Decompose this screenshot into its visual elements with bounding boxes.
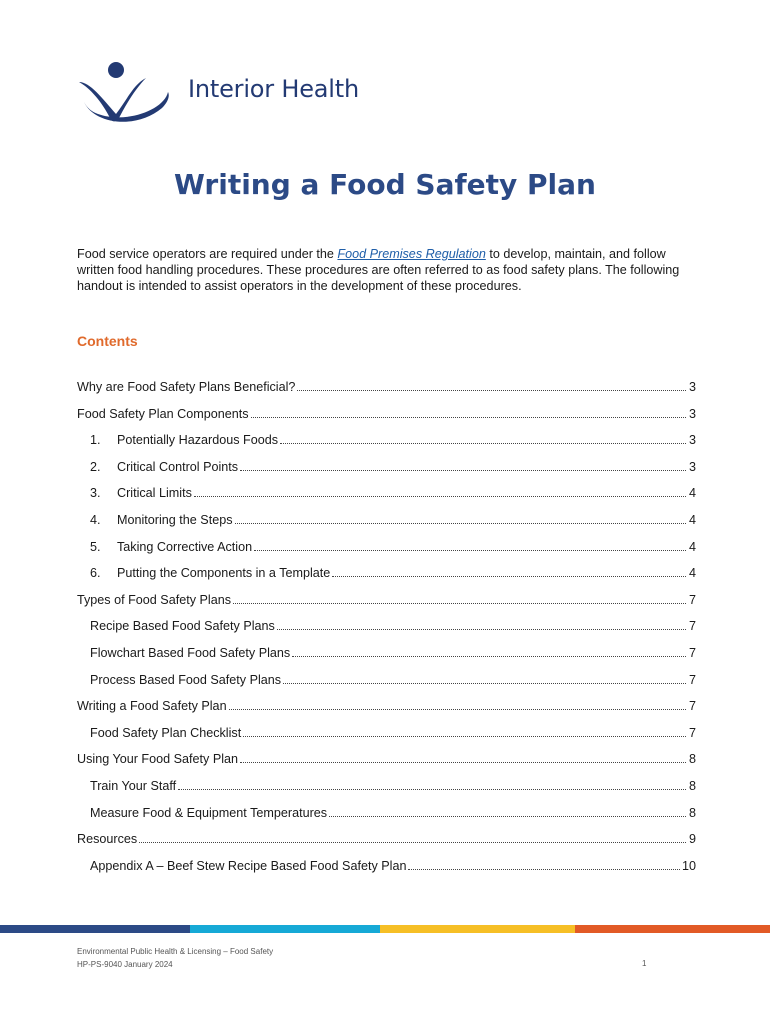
food-premises-regulation-link[interactable]: Food Premises Regulation bbox=[337, 247, 486, 261]
toc-entry-label: Why are Food Safety Plans Beneficial? bbox=[77, 380, 296, 394]
toc-entry[interactable] bbox=[77, 832, 696, 859]
toc-dot-leader bbox=[194, 487, 686, 497]
toc-entry-page: 8 bbox=[688, 805, 696, 820]
toc-entry[interactable] bbox=[77, 699, 696, 726]
toc-entry-number: 3. bbox=[90, 486, 101, 501]
footer-bar-segment bbox=[380, 925, 575, 933]
toc-entry-label: Process Based Food Safety Plans bbox=[90, 672, 282, 687]
footer-bar-segment bbox=[575, 925, 770, 933]
toc-dot-leader bbox=[408, 860, 680, 870]
toc-dot-leader bbox=[277, 620, 686, 630]
intro-text-before: Food service operators are required under the bbox=[77, 247, 338, 261]
toc-dot-leader bbox=[297, 381, 686, 391]
toc-dot-leader bbox=[178, 780, 686, 790]
toc-entry[interactable] bbox=[77, 566, 696, 593]
toc-entry-label: Measure Food & Equipment Temperatures bbox=[90, 805, 328, 820]
toc-entry[interactable] bbox=[77, 779, 696, 806]
toc-entry[interactable] bbox=[77, 433, 696, 460]
contents-heading: Contents bbox=[77, 333, 138, 349]
toc-entry[interactable] bbox=[77, 380, 696, 407]
toc-dot-leader bbox=[280, 434, 686, 444]
toc-entry-label: Recipe Based Food Safety Plans bbox=[90, 619, 275, 634]
toc-entry-page: 9 bbox=[688, 832, 696, 847]
toc-dot-leader bbox=[235, 514, 686, 524]
toc-entry-number: 6. bbox=[90, 566, 101, 581]
footer-bar-segment bbox=[0, 925, 190, 933]
toc-entry[interactable] bbox=[77, 806, 696, 833]
toc-entry-page: 4 bbox=[688, 539, 696, 554]
toc-entry-page: 7 bbox=[688, 725, 696, 740]
toc-entry-page: 7 bbox=[688, 592, 696, 607]
toc-entry-page: 3 bbox=[688, 380, 696, 394]
toc-dot-leader bbox=[251, 408, 686, 418]
table-of-contents bbox=[77, 380, 696, 885]
toc-dot-leader bbox=[233, 594, 686, 604]
toc-dot-leader bbox=[292, 647, 686, 657]
page-number: 1 bbox=[642, 959, 647, 968]
toc-entry-number: 2. bbox=[90, 459, 101, 474]
toc-dot-leader bbox=[332, 567, 686, 577]
toc-entry-label: Train Your Staff bbox=[90, 778, 177, 793]
document-title: Writing a Food Safety Plan bbox=[174, 168, 596, 201]
intro-paragraph bbox=[77, 246, 697, 294]
footer-line-department: Environmental Public Health & Licensing – Food Safety bbox=[77, 947, 274, 956]
toc-entry-label: Putting the Components in a Template bbox=[117, 566, 331, 581]
toc-entry-label: Taking Corrective Action bbox=[117, 539, 253, 554]
toc-entry[interactable] bbox=[77, 646, 696, 673]
toc-entry-label: Types of Food Safety Plans bbox=[77, 592, 232, 607]
toc-entry-label: Using Your Food Safety Plan bbox=[77, 752, 239, 767]
footer-color-bar bbox=[0, 925, 770, 933]
toc-entry-page: 7 bbox=[688, 699, 696, 714]
toc-entry-page: 4 bbox=[688, 512, 696, 527]
toc-entry[interactable] bbox=[77, 752, 696, 779]
toc-entry-label: Resources bbox=[77, 832, 138, 847]
toc-entry[interactable] bbox=[77, 486, 696, 513]
logo-mark-icon bbox=[76, 58, 176, 130]
toc-entry[interactable] bbox=[77, 513, 696, 540]
toc-entry[interactable] bbox=[77, 593, 696, 620]
toc-dot-leader bbox=[240, 461, 686, 471]
toc-entry-page: 3 bbox=[688, 459, 696, 474]
toc-dot-leader bbox=[254, 541, 686, 551]
toc-dot-leader bbox=[329, 807, 686, 817]
toc-entry[interactable] bbox=[77, 859, 696, 886]
toc-entry[interactable] bbox=[77, 726, 696, 753]
toc-entry-label: Critical Control Points bbox=[117, 459, 239, 474]
footer-bar-segment bbox=[190, 925, 380, 933]
toc-entry-page: 10 bbox=[681, 858, 696, 873]
toc-entry[interactable] bbox=[77, 540, 696, 567]
toc-entry[interactable] bbox=[77, 407, 696, 434]
toc-entry-page: 4 bbox=[688, 486, 696, 501]
toc-dot-leader bbox=[243, 727, 686, 737]
toc-dot-leader bbox=[283, 674, 686, 684]
logo-text: Interior Health bbox=[188, 75, 359, 103]
toc-entry-number: 4. bbox=[90, 512, 101, 527]
toc-entry[interactable] bbox=[77, 460, 696, 487]
toc-dot-leader bbox=[240, 753, 686, 763]
toc-entry-label: Flowchart Based Food Safety Plans bbox=[90, 645, 291, 660]
toc-entry-label: Potentially Hazardous Foods bbox=[117, 433, 279, 448]
toc-entry-label: Appendix A – Beef Stew Recipe Based Food Safety Plan bbox=[90, 858, 407, 873]
toc-entry-page: 7 bbox=[688, 672, 696, 687]
toc-entry-number: 1. bbox=[90, 433, 101, 448]
toc-entry-page: 8 bbox=[688, 752, 696, 767]
toc-entry-label: Writing a Food Safety Plan bbox=[77, 699, 227, 714]
toc-entry-page: 7 bbox=[688, 645, 696, 660]
toc-entry-page: 7 bbox=[688, 619, 696, 634]
toc-entry-number: 5. bbox=[90, 539, 101, 554]
toc-entry[interactable] bbox=[77, 673, 696, 700]
toc-entry-label: Food Safety Plan Checklist bbox=[90, 725, 242, 740]
toc-dot-leader bbox=[229, 700, 686, 710]
interior-health-logo bbox=[76, 58, 376, 130]
toc-entry-page: 3 bbox=[688, 433, 696, 448]
toc-entry[interactable] bbox=[77, 619, 696, 646]
toc-entry-label: Food Safety Plan Components bbox=[77, 406, 249, 421]
footer-text bbox=[77, 945, 273, 971]
toc-entry-label: Critical Limits bbox=[117, 486, 192, 501]
toc-entry-page: 4 bbox=[688, 566, 696, 581]
toc-entry-label: Monitoring the Steps bbox=[117, 512, 233, 527]
toc-dot-leader bbox=[139, 833, 686, 843]
footer-line-document-id: HP-PS-9040 January 2024 bbox=[77, 960, 173, 969]
toc-entry-page: 3 bbox=[688, 406, 696, 421]
intro-text-after: to develop, maintain, and follow written food handling procedures. These procedures are often referred to as food safety plans. The following handout is intended to assist operators in the development of these procedures. bbox=[77, 247, 680, 293]
toc-entry-page: 8 bbox=[688, 778, 696, 793]
